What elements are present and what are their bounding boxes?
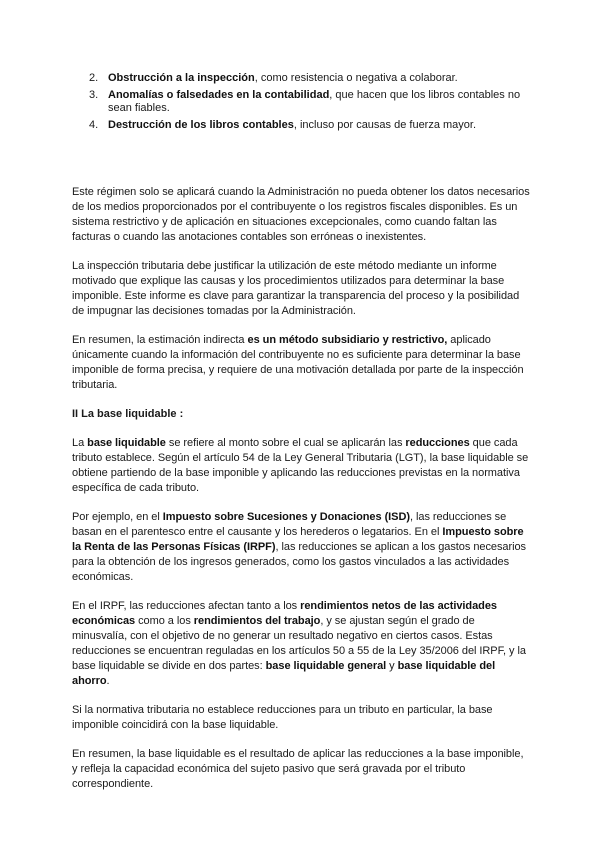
paragraph-irpf-reductions xyxy=(72,599,530,689)
paragraph-example-isd-irpf xyxy=(72,510,530,585)
paragraph-inspection-report: La inspección tributaria debe justificar la utilización de este método mediante un informe motivado que explique las causas y los procedimientos utilizados para determinar la base imponible. Este informe es clave para garantizar la transparencia del proceso y la posibilidad de impugnar las decisiones tomadas por la Administración. xyxy=(72,260,520,317)
numbered-list xyxy=(72,72,532,136)
paragraph-summary-base-liquidable: En resumen, la base liquidable es el resultado de aplicar las reducciones a la base imponible, y refleja la capacidad económica del sujeto pasivo que será gravada por el tributo correspondiente. xyxy=(72,748,524,790)
text-run: Por ejemplo, en el xyxy=(72,511,163,523)
bold-run: base liquidable general xyxy=(265,660,387,672)
section-heading: II La base liquidable : xyxy=(72,408,184,420)
text-run: como a los xyxy=(135,615,194,627)
list-item-bold: Destrucción de los libros contables xyxy=(108,119,294,131)
paragraph-summary-estimation xyxy=(72,333,530,393)
paragraph-no-reductions: Si la normativa tributaria no establece reducciones para un tributo en particular, la base imponible coincidirá con la base liquidable. xyxy=(72,704,493,731)
bold-run: rendimientos netos de las actividades económicas xyxy=(72,600,497,627)
list-item-text: , que hacen que los libros contables no sean fiables. xyxy=(108,89,521,114)
bold-run: es un método subsidiario y restrictivo, xyxy=(247,334,448,346)
text-run: y xyxy=(386,660,398,672)
document-body xyxy=(72,185,530,806)
text-run: , las reducciones se basan en el parentesco entre el causante y los herederos o legatarios. En el xyxy=(72,511,507,538)
list-number: 3. xyxy=(89,89,99,101)
list-item xyxy=(72,72,532,85)
bold-run: Impuesto sobre la Renta de las Personas Físicas (IRPF) xyxy=(72,526,524,553)
list-number: 2. xyxy=(89,72,99,84)
list-item-bold: Obstrucción a la inspección xyxy=(108,72,255,84)
bold-run: Impuesto sobre Sucesiones y Donaciones (ISD) xyxy=(162,511,410,523)
text-run: se refiere al monto sobre el cual se aplicarán las xyxy=(165,437,406,449)
list-item xyxy=(72,89,532,115)
bold-run: reducciones xyxy=(405,437,470,449)
paragraph-base-liquidable xyxy=(72,436,530,496)
list-item-text: , incluso por causas de fuerza mayor. xyxy=(293,119,477,131)
text-run: . xyxy=(106,675,110,687)
text-run: En resumen, la estimación indirecta xyxy=(72,334,248,346)
list-item-text: , como resistencia o negativa a colaborar. xyxy=(254,72,458,84)
list-number: 4. xyxy=(89,119,99,131)
text-run: aplicado únicamente cuando la información del contribuyente no es suficiente para determinar la base imponible de forma precisa, y requiere de una motivación detallada por parte de la inspección tributaria. xyxy=(72,334,524,391)
text-run: En el IRPF, las reducciones afectan tanto a los xyxy=(72,600,301,612)
list-item xyxy=(72,119,532,132)
list-item-bold: Anomalías o falsedades en la contabilidad xyxy=(108,89,330,101)
text-run: La xyxy=(72,437,88,449)
bold-run: base liquidable xyxy=(87,437,166,449)
text-run: que cada tributo establece. Según el artículo 54 de la Ley General Tributaria (LGT), la base liquidable se obtiene partiendo de la base imponible y aplicando las reducciones previstas en la normativa específica de cada tributo. xyxy=(72,437,529,494)
text-run: , las reducciones se aplican a los gastos necesarios para la obtención de los ingresos generados, como los gastos vinculados a las actividades económicas. xyxy=(72,541,527,583)
text-run: , y se ajustan según el grado de minusvalía, con el objetivo de no generar un resultado negativo en ciertos casos. Estas reducciones se encuentran reguladas en los artículos 50 a 55 de la Ley 35/2006 del IRPF, y la base liquidable se divide en dos partes: xyxy=(72,615,526,672)
bold-run: base liquidable del ahorro xyxy=(72,660,496,687)
paragraph-regime: Este régimen solo se aplicará cuando la Administración no pueda obtener los datos necesarios de los medios proporcionados por el contribuyente o los registros fiscales disponibles. Es un sistema restrictivo y de aplicación en situaciones excepcionales, como cuando faltan las facturas o cuando las anotaciones contables son erróneas o inexistentes. xyxy=(72,186,530,243)
bold-run: rendimientos del trabajo xyxy=(193,615,321,627)
